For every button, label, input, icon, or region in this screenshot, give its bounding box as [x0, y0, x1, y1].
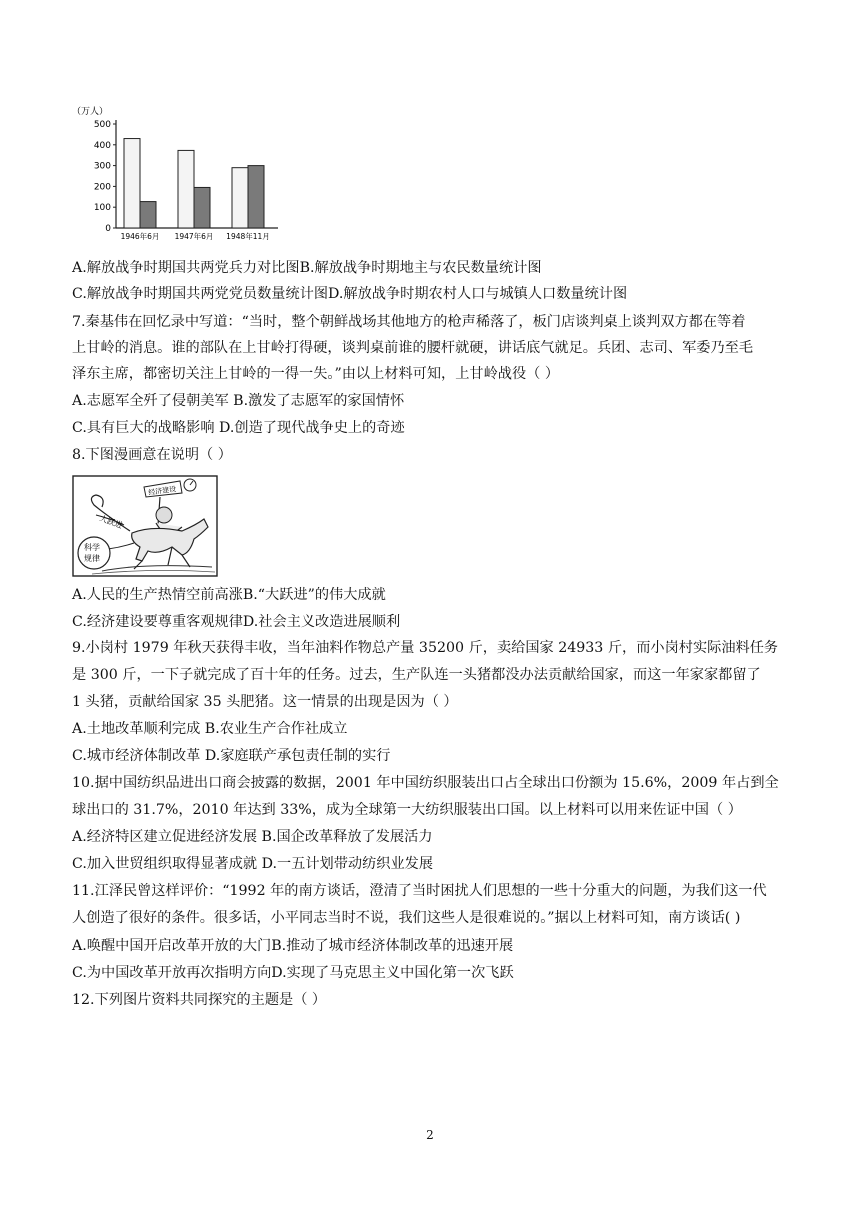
x-tick-label: 1947年6月 — [174, 232, 214, 241]
text-line-20: 11.江泽民曾这样评价：“1992 年的南方谈话，澄清了当时困扰人们思想的一些十分重大的问题，为我们这一代 — [72, 883, 767, 899]
y-tick-label: 200 — [93, 182, 111, 193]
y-tick-label: 500 — [93, 120, 111, 130]
text-line-23: C.为中国改革开放再次指明方向D.实现了马克思主义中国化第一次飞跃 — [72, 965, 514, 981]
text-line-7: C.具有巨大的战略影响 D.创造了现代战争史上的奇迹 — [72, 420, 405, 436]
bar — [178, 150, 194, 228]
page-number: 2 — [426, 1128, 434, 1142]
cartoon-banner-text: 经济建设 — [147, 485, 177, 497]
text-line-13: 1 头猪，贡献给国家 35 头肥猪。这一情景的出现是因为（ ） — [72, 694, 458, 710]
cartoon-horse-text: 大跃进 — [98, 513, 124, 531]
rider-figure — [156, 507, 172, 523]
text-line-11: 9.小岗村 1979 年秋天获得丰收，当年油料作物总产量 35200 斤，卖给国家 24933 斤，而小岗村实际油料任务 — [72, 640, 779, 656]
x-tick-label: 1948年11月 — [226, 232, 270, 241]
text-line-24: 12.下列图片资料共同探究的主题是（ ） — [72, 992, 327, 1008]
text-line-16: 10.据中国纺织品进出口商会披露的数据，2001 年中国纺织服装出口占全球出口份额为 15.6%，2009 年占到全 — [72, 775, 779, 791]
text-line-1: A.解放战争时期国共两党兵力对比图B.解放战争时期地主与农民数量统计图 — [72, 260, 542, 276]
bar-chart — [70, 100, 290, 245]
text-line-3: 7.秦基伟在回忆录中写道：“当时，整个朝鲜战场其他地方的枪声稀落了，板门店谈判桌上谈判双方都在等着 — [72, 314, 746, 330]
chart-unit-label: （万人） — [72, 107, 109, 117]
cartoon-illustration — [72, 475, 218, 577]
text-line-15: C.城市经济体制改革 D.家庭联产承包责任制的实行 — [72, 748, 391, 764]
cartoon-box-text-1: 科学 — [84, 543, 100, 552]
text-line-6: A.志愿军全歼了侵朝美军 B.激发了志愿军的家国情怀 — [72, 393, 405, 409]
bar — [124, 139, 140, 228]
cartoon-box-text-2: 规律 — [84, 554, 100, 563]
text-line-2: C.解放战争时期国共两党党员数量统计图D.解放战争时期农村人口与城镇人口数量统计图 — [72, 286, 628, 302]
bar — [248, 166, 264, 228]
text-line-8: 8.下图漫画意在说明（ ） — [72, 447, 232, 463]
text-line-22: A.唤醒中国开启改革开放的大门B.推动了城市经济体制改革的迅速开展 — [72, 938, 514, 954]
text-line-10: C.经济建设要尊重客观规律D.社会主义改造进展顺利 — [72, 614, 401, 630]
text-line-5: 泽东主席，都密切关注上甘岭的一得一失。”由以上材料可知，上甘岭战役（ ） — [72, 366, 560, 382]
y-tick-label: 400 — [93, 140, 111, 151]
text-line-19: C.加入世贸组织取得显著成就 D.一五计划带动纺织业发展 — [72, 856, 434, 872]
text-line-21: 人创造了很好的条件。很多话，小平同志当时不说，我们这些人是很难说的。”据以上材料可知，南方谈话( ) — [72, 910, 741, 926]
science-law-badge — [78, 537, 110, 569]
text-line-4: 上甘岭的消息。谁的部队在上甘岭打得硬，谈判桌前谁的腰杆就硬，讲话底气就足。兵团、志司、军委乃至毛 — [72, 340, 754, 356]
text-line-9: A.人民的生产热情空前高涨B.“大跃进”的伟大成就 — [72, 587, 386, 603]
text-line-17: 球出口的 31.7%，2010 年达到 33%，成为全球第一大纺织服装出口国。以上材料可以用来佐证中国（ ） — [72, 802, 742, 818]
text-line-12: 是 300 斤，一下子就完成了百十年的任务。过去，生产队连一头猪都没办法贡献给国家，而这一年家家都留了 — [72, 667, 761, 683]
text-line-18: A.经济特区建立促进经济发展 B.国企改革释放了发展活力 — [72, 829, 433, 845]
y-tick-label: 0 — [105, 224, 111, 234]
text-line-14: A.土地改革顺利完成 B.农业生产合作社成立 — [72, 721, 348, 737]
bar — [194, 187, 210, 228]
y-tick-label: 100 — [93, 203, 111, 214]
bar — [232, 168, 248, 228]
bar — [140, 202, 156, 228]
y-tick-label: 300 — [93, 161, 111, 172]
x-tick-label: 1946年6月 — [120, 232, 160, 241]
